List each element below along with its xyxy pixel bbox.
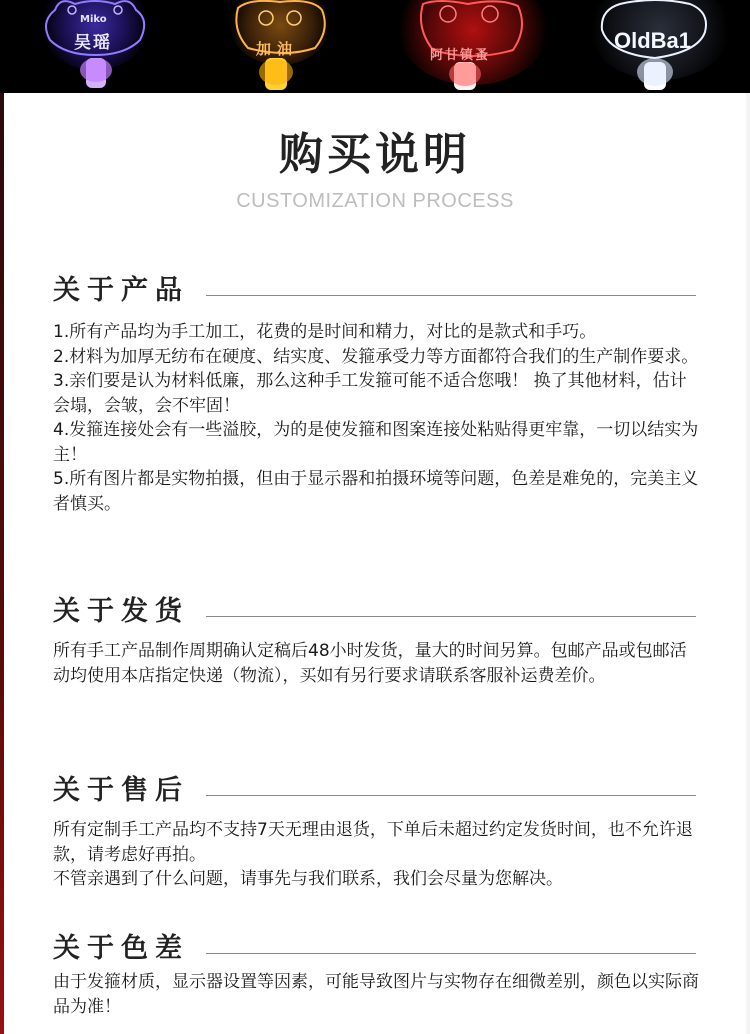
section-body xyxy=(53,639,701,688)
product-image-red-sign xyxy=(378,0,558,93)
section-divider xyxy=(206,616,696,617)
section-header xyxy=(53,589,701,629)
section-about-shipping xyxy=(53,589,701,688)
paragraph: 2.材料为加厚无纺布在硬度、结实度、发箍承受力等方面都符合我们的生产制作要求。 xyxy=(53,346,699,367)
section-header xyxy=(53,768,701,808)
paragraph: 1.所有产品均为手工加工，花费的是时间和精力，对比的是款式和手巧。 xyxy=(53,322,597,342)
section-color-difference xyxy=(53,926,701,1019)
section-header xyxy=(53,926,701,966)
section-body xyxy=(53,320,701,516)
section-body xyxy=(53,970,701,1019)
left-edge-decoration xyxy=(0,93,4,1034)
section-header xyxy=(53,268,701,308)
section-after-sales xyxy=(53,768,701,892)
crab-sign-top-text: Miko xyxy=(80,14,107,25)
section-body xyxy=(53,818,701,892)
section-title: 关于售后 xyxy=(53,775,189,806)
paragraph: 不管亲遇到了什么问题，请事先与我们联系，我们会尽量为您解决。 xyxy=(53,869,563,889)
paragraph: 4.发箍连接处会有一些溢胶，为的是使发箍和图案连接处粘贴得更牢靠，一切以结实为主！ xyxy=(53,420,699,465)
paragraph: 由于发箍材质，显示器设置等因素，可能导致图片与实物存在细微差别，颜色以实际商品为准！ xyxy=(53,972,699,1017)
section-about-product xyxy=(53,268,701,516)
paragraph: 所有手工产品制作周期确认定稿后48小时发货，量大的时间另算。包邮产品或包邮活动均使用本店指定快递（物流），买如有另行要求请联系客服补运费差价。 xyxy=(53,641,687,686)
page-title: 购买说明 xyxy=(279,129,471,180)
section-divider xyxy=(206,795,696,796)
product-image-cartoon-sign xyxy=(190,0,370,93)
section-divider xyxy=(206,295,696,296)
paragraph: 5.所有图片都是实物拍摄，但由于显示器和拍摄环境等问题，色差是难免的，完美主义者慎买。 xyxy=(53,469,699,514)
red-sign-main-text: 阿甘镇蚤 xyxy=(430,48,491,63)
cartoon-sign-main-text: 加油 xyxy=(256,40,299,58)
crab-sign-main-text: 吴瑶 xyxy=(74,33,112,53)
right-edge-decoration xyxy=(746,93,750,1034)
product-banner xyxy=(0,0,750,93)
page-subtitle: CUSTOMIZATION PROCESS xyxy=(236,190,514,212)
product-image-white-sign xyxy=(570,0,750,93)
product-image-crab-sign xyxy=(0,0,187,93)
white-sign-main-text: OldBa1 xyxy=(614,28,692,53)
section-divider xyxy=(206,953,696,954)
section-title: 关于色差 xyxy=(53,933,189,964)
paragraph: 所有定制手工产品均不支持7天无理由退货，下单后未超过约定发货时间，也不允许退款，请考虑好再拍。 xyxy=(53,820,693,865)
section-title: 关于产品 xyxy=(53,275,189,306)
paragraph: 3.亲们要是认为材料低廉，那么这种手工发箍可能不适合您哦！ 换了其他材料，估计会塌，会皱，会不牢固！ xyxy=(53,371,687,416)
section-title: 关于发货 xyxy=(53,596,189,627)
